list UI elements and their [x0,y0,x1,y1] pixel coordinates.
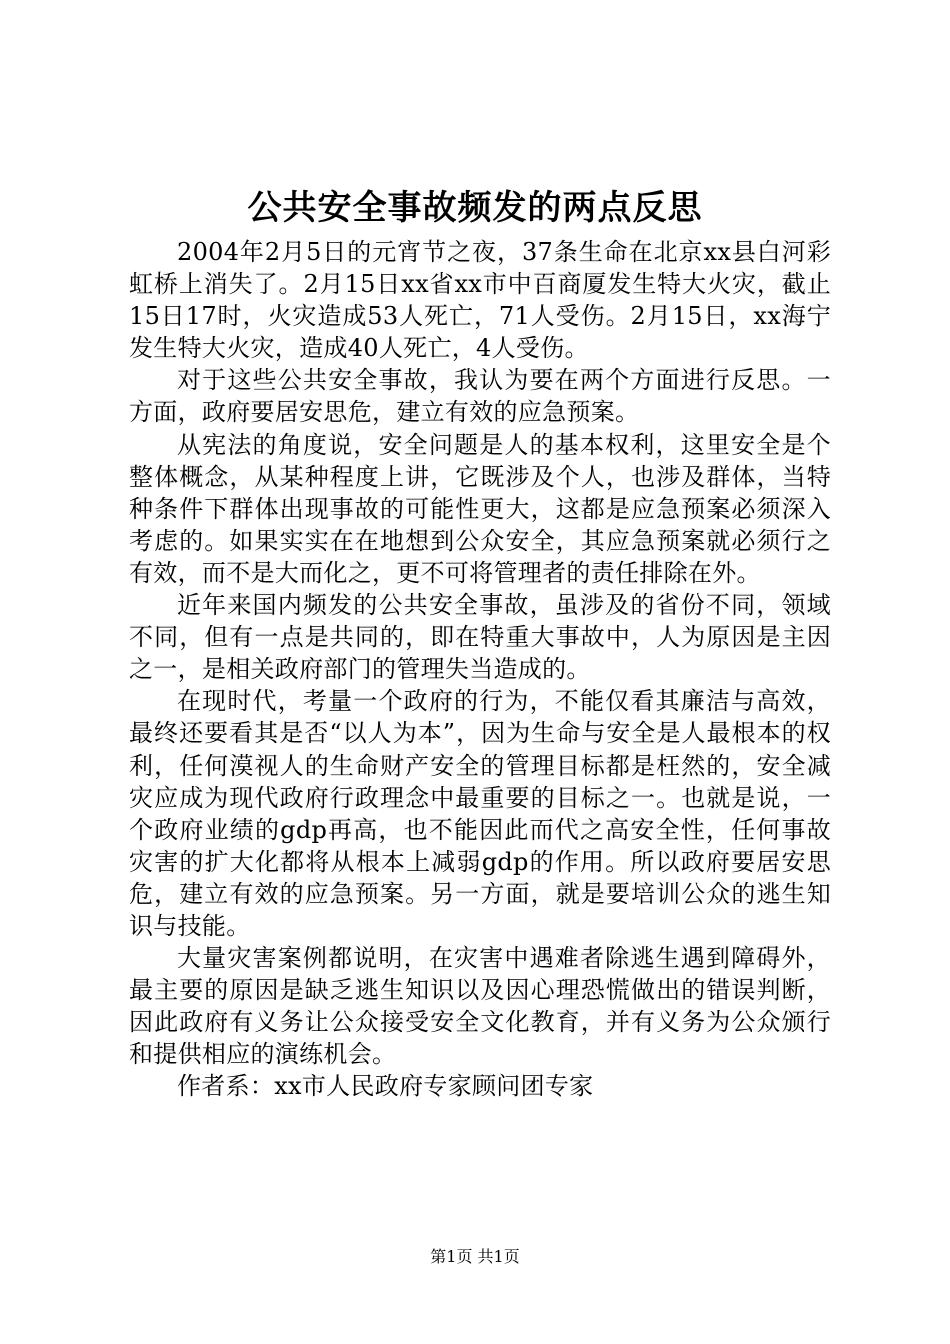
paragraph-5: 在现时代，考量一个政府的行为，不能仅看其廉洁与高效，最终还要看其是否“以人为本”，因为生命与安全是人最根本的权利，任何漠视人的生命财产安全的管理目标都是枉然的，安全减灾应成为现代政府行政理念中最重要的目标之一。也就是说，一个政府业绩的gdp再高，也不能因此而代之高安全性，任何事故灾害的扩大化都将从根本上减弱gdp的作用。所以政府要居安思危，建立有效的应急预案。另一方面，就是要培训公众的逃生知识与技能。 [129,687,831,940]
paragraph-2: 对于这些公共安全事故，我认为要在两个方面进行反思。一方面，政府要居安思危，建立有效的应急预案。 [129,366,831,427]
paragraph-4: 近年来国内频发的公共安全事故，虽涉及的省份不同，领域不同，但有一点是共同的，即在特重大事故中，人为原因是主因之一，是相关政府部门的管理失当造成的。 [129,591,831,684]
paragraph-3: 从宪法的角度说，安全问题是人的基本权利，这里安全是个整体概念，从某种程度上讲，它既涉及个人，也涉及群体，当特种条件下群体出现事故的可能性更大，这都是应急预案必须深入考虑的。如果实实在在地想到公众安全，其应急预案就必须行之有效，而不是大而化之，更不可将管理者的责任排除在外。 [129,430,831,587]
paragraph-1: 2004年2月5日的元宵节之夜，37条生命在北京xx县白河彩虹桥上消失了。2月15日xx省xx市中百商厦发生特大火灾，截止15日17时，火灾造成53人死亡，71人受伤。2月15日，xx海宁发生特大火灾，造成40人死亡，4人受伤。 [129,238,831,363]
paragraph-6: 大量灾害案例都说明，在灾害中遇难者除逃生遇到障碍外，最主要的原因是缺乏逃生知识以及因心理恐慌做出的错误判断，因此政府有义务让公众接受安全文化教育，并有义务为公众颁行和提供相应的演练机会。 [129,944,831,1069]
document-title: 公共安全事故频发的两点反思 [247,188,703,228]
author-line: 作者系：xx市人民政府专家顾问团专家 [177,1072,594,1101]
page-number: 第1页 共1页 [430,1247,520,1266]
document-body [129,236,831,1103]
